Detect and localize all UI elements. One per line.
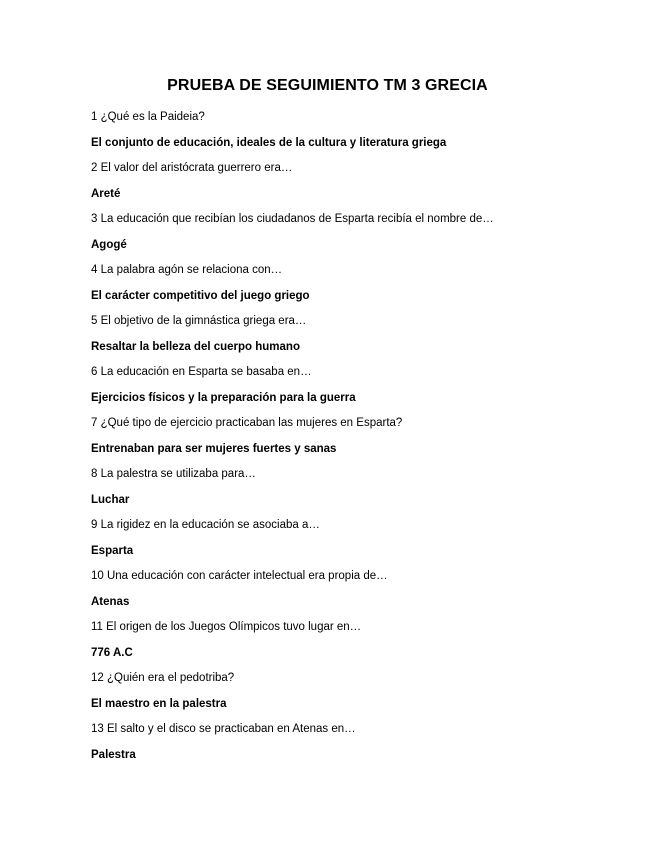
question-2: 2 El valor del aristócrata guerrero era…: [91, 162, 293, 174]
answer-11: 776 A.C: [91, 646, 133, 659]
answer-9: Esparta: [91, 544, 134, 557]
question-4: 4 La palabra agón se relaciona con…: [91, 264, 283, 276]
question-13: 13 El salto y el disco se practicaban en Atenas en…: [91, 723, 356, 735]
question-5: 5 El objetivo de la gimnástica griega era…: [91, 315, 307, 327]
question-8: 8 La palestra se utilizaba para…: [91, 468, 256, 480]
question-list: [91, 108, 611, 771]
answer-1: El conjunto de educación, ideales de la cultura y literatura griega: [91, 136, 447, 149]
answer-12: El maestro en la palestra: [91, 697, 227, 710]
page-title: PRUEBA DE SEGUIMIENTO TM 3 GRECIA: [167, 77, 488, 94]
question-1: 1 ¿Qué es la Paideia?: [91, 111, 205, 123]
answer-6: Ejercicios físicos y la preparación para la guerra: [91, 391, 356, 404]
question-7: 7 ¿Qué tipo de ejercicio practicaban las mujeres en Esparta?: [91, 417, 403, 429]
question-12: 12 ¿Quién era el pedotriba?: [91, 672, 235, 684]
answer-10: Atenas: [91, 595, 130, 608]
answer-7: Entrenaban para ser mujeres fuertes y sanas: [91, 442, 337, 455]
question-11: 11 El origen de los Juegos Olímpicos tuvo lugar en…: [91, 621, 362, 633]
question-10: 10 Una educación con carácter intelectual era propia de…: [91, 570, 388, 582]
answer-8: Luchar: [91, 493, 130, 506]
answer-3: Agogé: [91, 238, 127, 251]
question-3: 3 La educación que recibían los ciudadanos de Esparta recibía el nombre de…: [91, 213, 494, 225]
question-9: 9 La rigidez en la educación se asociaba a…: [91, 519, 320, 531]
answer-2: Areté: [91, 187, 121, 200]
question-6: 6 La educación en Esparta se basaba en…: [91, 366, 312, 378]
answer-5: Resaltar la belleza del cuerpo humano: [91, 340, 300, 353]
answer-13: Palestra: [91, 748, 136, 761]
answer-4: El carácter competitivo del juego griego: [91, 289, 310, 302]
